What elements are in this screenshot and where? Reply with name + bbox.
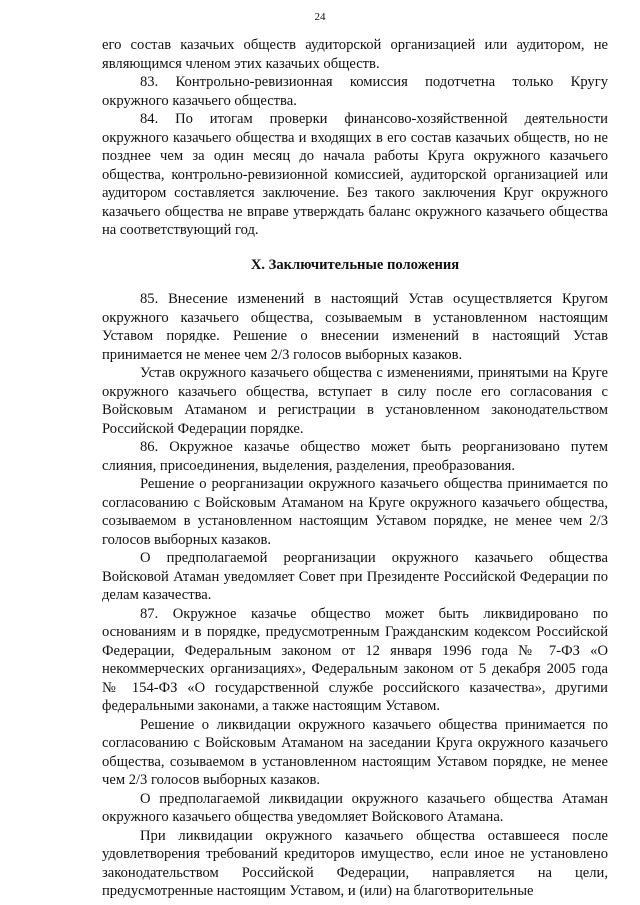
document-body	[102, 36, 608, 901]
paragraph-84: 84. По итогам проверки финансово-хозяйственной деятельности окружного казачьего общества и входящих в его состав казачьих обществ, но не позднее чем за один месяц до начала работы Круга окружного казачьего общества, контрольно-ревизионной комиссией, аудиторской организацией или аудитором составляется заключение. Без такого заключения Круг окружного казачьего общества не вправе утверждать баланс окружного казачьего общества на соответствующий год.	[102, 111, 608, 238]
section-heading: X. Заключительные положения	[250, 256, 460, 273]
paragraph-liquidation-decision: Решение о ликвидации окружного казачьего общества принимается по согласованию с Войсковым Атаманом на заседании Круга окружного казачьего общества, созываемом в установленном настоящим Уставом порядке, не менее чем 2/3 голосов выборных казаков.	[102, 716, 608, 788]
paragraph-liquidation-notice: О предполагаемой ликвидации окружного казачьего общества Атаман окружного казачьего общества уведомляет Войскового Атамана.	[102, 790, 608, 825]
page-number: 24	[314, 11, 326, 23]
paragraph-86: 86. Окружное казачье общество может быть реорганизовано путем слияния, присоединения, выделения, разделения, преобразования.	[102, 439, 608, 474]
paragraph-87: 87. Окружное казачье общество может быть ликвидировано по основаниям и в порядке, предусмотренным Гражданским кодексом Российской Федерации, Федеральным законом от 12 января 1996 года № 7-ФЗ «О некоммерческих организациях», Федеральным законом от 5 декабря 2005 года № 154-ФЗ «О государственной службе российского казачества», другими федеральными законами, а также настоящим Уставом.	[102, 605, 608, 714]
paragraph-liquidation-property: При ликвидации окружного казачьего общества оставшееся после удовлетворения требований кредиторов имущество, если иное не установлено законодательством Российской Федерации, направляется на цели, предусмотренные настоящим Уставом, и (или) на благотворительные	[102, 827, 608, 899]
paragraph-85: 85. Внесение изменений в настоящий Устав осуществляется Кругом окружного казачьего общества, созываемым в установленном настоящим Уставом порядке. Решение о внесении изменений в настоящий Устав принимается не менее чем 2/3 голосов выборных казаков.	[102, 291, 608, 363]
paragraph-reorganization-notice: О предполагаемой реорганизации окружного казачьего общества Войсковой Атаман уведомляет Совет при Президенте Российской Федерации по делам казачества.	[102, 550, 608, 603]
paragraph-reorganization-decision: Решение о реорганизации окружного казачьего общества принимается по согласованию с Войсковым Атаманом на Круге окружного казачьего общества, созываемом в установленном настоящим Уставом порядке, не менее чем 2/3 голосов выборных казаков.	[102, 476, 608, 548]
paragraph-83: 83. Контрольно-ревизионная комиссия подотчетна только Кругу окружного казачьего общества.	[102, 74, 608, 109]
paragraph-charter-amendments: Устав окружного казачьего общества с изменениями, принятыми на Круге окружного казачьего общества, вступает в силу после его согласования с Войсковым Атаманом и регистрации в установленном законодательством Российской Федерации порядке.	[102, 365, 608, 437]
paragraph-continuation: его состав казачьих обществ аудиторской организацией или аудитором, не являющимся членом этих казачьих обществ.	[102, 37, 608, 72]
